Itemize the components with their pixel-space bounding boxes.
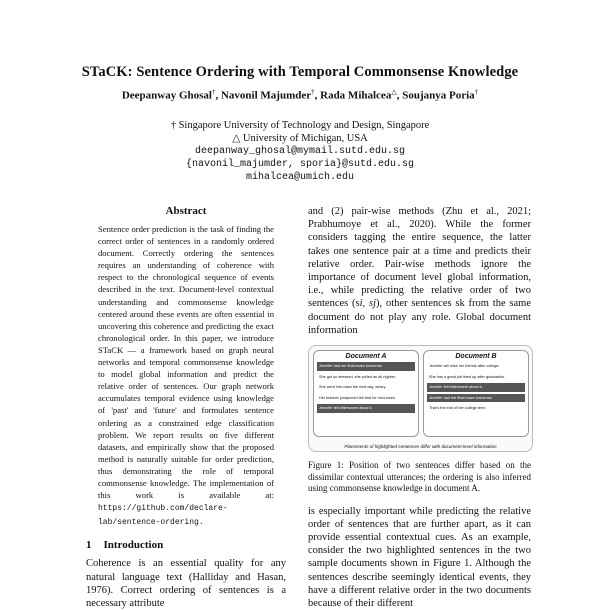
sentence: That's the end of her college term. [429, 406, 487, 411]
abstract-body: Sentence order prediction is the task of finding the correct order of sentences in a randomly ordered document. Correctly ordering the sentences requires an understanding of coherence with respect to the chronological sequence of events described in the text. Document-level contextual understanding and commonsense knowledge centered around these events are often essential in uncovering this coherence and predicting the exact chronological order. In this paper, we introduce STaCK — a framework based on graph neural networks and temporal commonsense knowledge to model global information and predict the relative order of sentences. Our graph network accumulates temporal evidence using knowledge of 'past' and 'future' and formulates sentence ordering as a constrained edge classification problem. We report results on five different datasets, and empirically show that the proposed method is naturally suitable for order prediction, thus demonstrating the role of temporal commonsense knowledge. The implementation of this work is available at: [98, 224, 274, 501]
left-column [86, 205, 286, 610]
math-inline: i, sj [359, 298, 377, 310]
sentence: Her teacher postponed the test for next week. [319, 395, 396, 400]
sentence: She got so stressed, she pulled an all-nighter. [319, 374, 396, 379]
author-mark: † [211, 88, 216, 96]
document-title: Document B [455, 353, 497, 361]
abstract-text [96, 223, 276, 529]
email: deepanway_ghosal@mymail.sutd.edu.sg [194, 146, 406, 157]
sentence: She has a great job lined up after graduation. [429, 374, 505, 379]
section-number: 1 [86, 539, 92, 552]
section-heading [86, 539, 286, 551]
author-mark: † [474, 88, 479, 96]
author-name: Soujanya Poria [402, 89, 475, 102]
document-title: Document A [345, 353, 387, 361]
author-name: Rada Mihalcea [320, 89, 392, 102]
document-a-panel [313, 350, 419, 437]
sentence: Jennifer felt bittersweet about it. [427, 383, 525, 392]
code-link[interactable]: https://github.com/declare-lab/sentence-ordering. [98, 504, 228, 528]
author-mark: △ [391, 88, 397, 96]
author-name: Navonil Majumder [220, 89, 312, 102]
sentence: She went into class the next day, weary. [319, 385, 387, 390]
sentence: Jennifer had her final exam tomorrow. [427, 394, 525, 403]
email: {navonil_majumder, sporia}@sutd.edu.sg [185, 159, 415, 170]
intro-text: Coherence is an essential quality for any natural language text (Halliday and Hasan, 1976). Correct ordering of sentences is a necessary attribute [86, 558, 286, 609]
affiliation: † Singapore University of Technology and Design, Singapore [170, 120, 430, 131]
figure-caption: Figure 1: Position of two sentences differ based on the dissimilar contextual utterances; the ordering is also inferred using commonsense knowledge in document A. [308, 460, 531, 494]
body-paragraph: is especially important while predicting the relative order of sentences that are further apart, as it can provide essential contextual cues. As an example, consider the two highlighted sentences in the two sample documents shown in Figure 1. Although the sentences describe seemingly identical events, they have a different relative order in the two documents because of their different [308, 505, 531, 609]
figure-1 [308, 345, 533, 452]
sentence: Jennifer felt bittersweet about it. [317, 404, 415, 413]
email: mihalcea@umich.edu [245, 172, 355, 183]
paper-title: STaCK: Sentence Ordering with Temporal Commonsense Knowledge [81, 64, 519, 80]
right-column [308, 205, 531, 610]
section-title: Introduction [103, 539, 164, 552]
figure-note: Placements of highlighted sentences differ with document-level information [344, 444, 497, 450]
author-name: Deepanway Ghosal [121, 89, 212, 102]
paragraph-text: and (2) pair-wise methods (Zhu et al., 2021; Prabhumoye et al., 2020). While the former considers tagging the entire sequence, the latter takes one sentence pair at a time and predicts their relative order. Pair-wise methods ignore the importance of document level global information, i.e., while predicting the relative order of two sentences (s [308, 206, 531, 310]
document-b-panel [423, 350, 529, 437]
affiliations [0, 119, 600, 184]
paragraph-text: ), other sentences sk from the same document do not play any role. Global document information [308, 298, 532, 336]
affiliation: △ University of Michigan, USA [232, 133, 368, 144]
author-mark: † [311, 88, 315, 96]
abstract-heading: Abstract [165, 205, 207, 217]
body-paragraph [308, 205, 531, 337]
author-list: Deepanway Ghosal†, Navonil Majumder†, Rada Mihalcea△, Soujanya Poria† [121, 88, 479, 102]
sentence: Jennifer will miss her friends after college. [429, 364, 500, 369]
sentence: Jennifer had her final exam tomorrow. [317, 362, 415, 371]
